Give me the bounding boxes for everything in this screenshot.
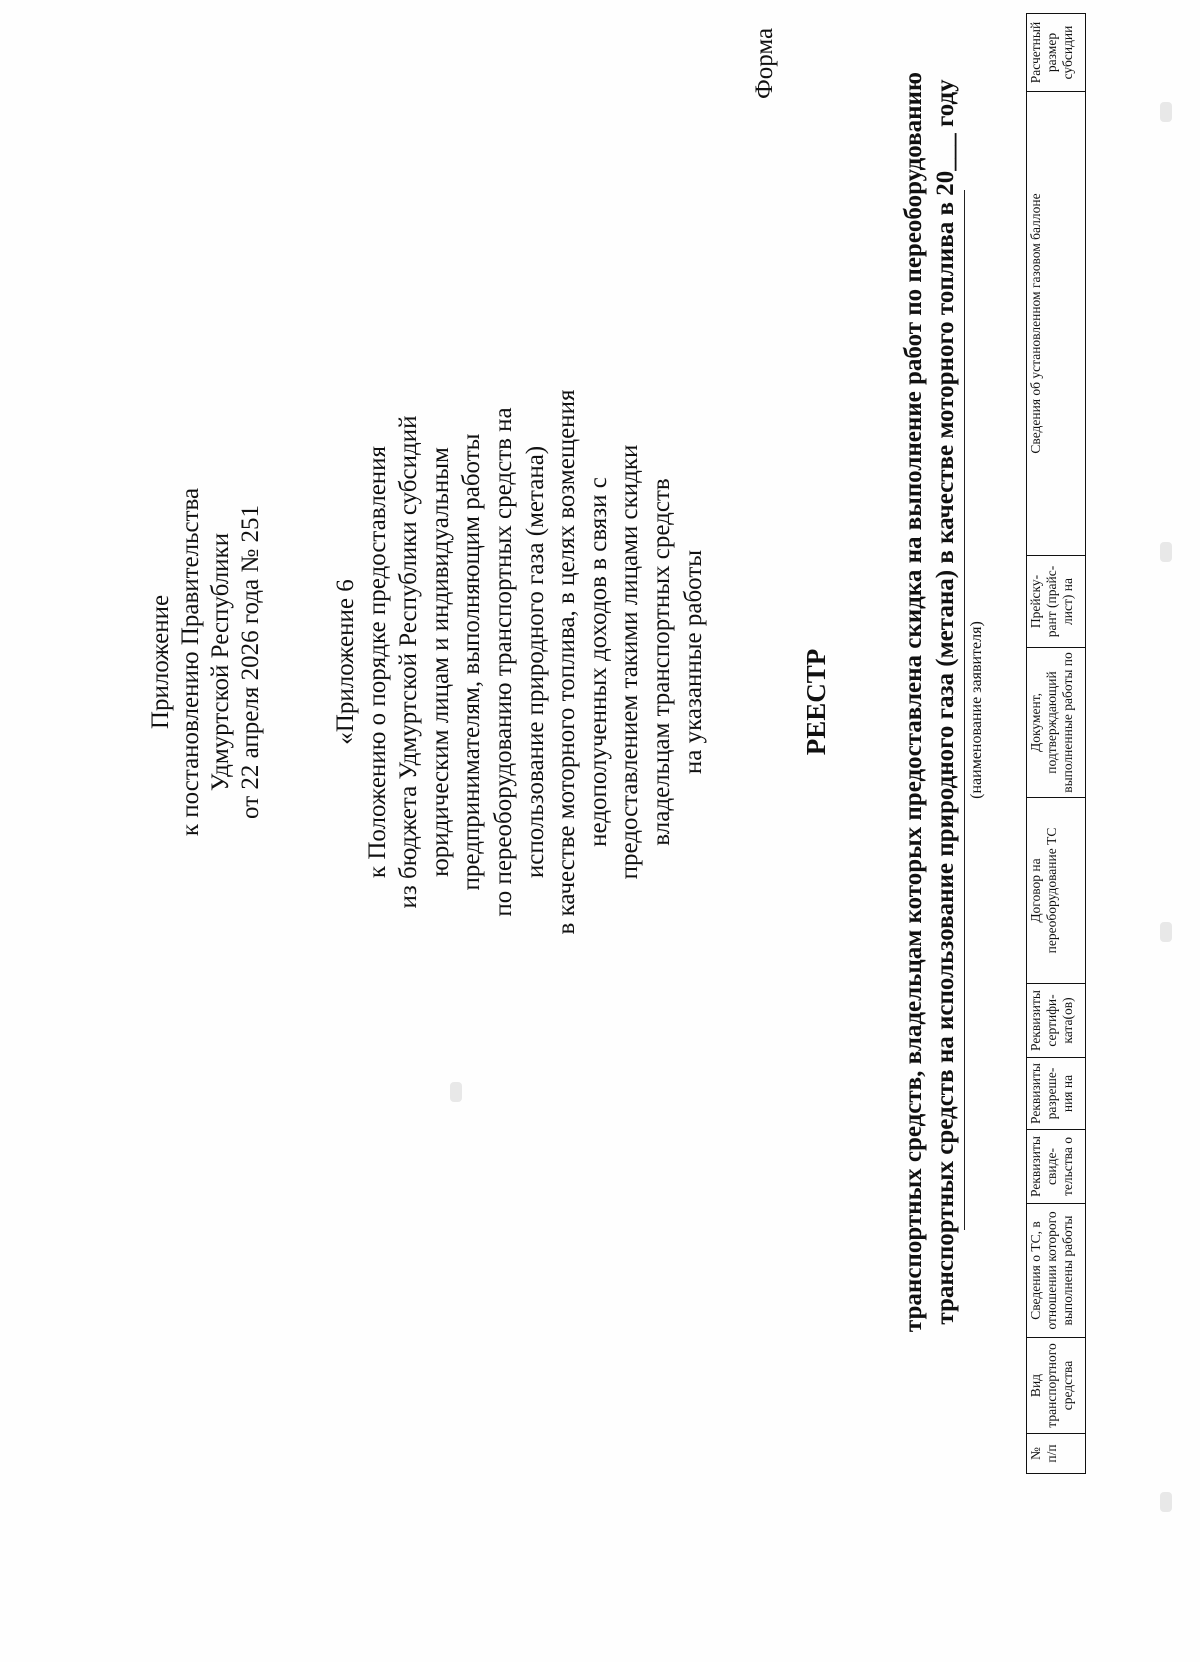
column-header-vehicle-info: Сведения о ТС, в отношении которого выполнены работы [1027,1204,1086,1338]
appendix-line: от 22 апреля 2026 года № 251 [237,505,264,819]
scan-speck [450,1082,462,1102]
register-title-line: транспортных средств на использование природного газа (метана) в качестве моторного топлива в 20___ году [932,79,959,1325]
register-table [1026,13,1086,1474]
column-header-conversion-contract: Договор на переоборудование ТС [1027,798,1086,984]
column-header-work-document: Документ, подтверждающий выполненные работы по [1027,648,1086,798]
appendix-line: Приложение [147,594,174,730]
scan-speck [1160,542,1172,562]
sub-appendix-line: предпринимателям, выполняющим работы [458,433,486,891]
register-heading: РЕЕСТР [801,648,831,756]
sub-appendix-line: в качестве моторного топлива, в целях возмещения [553,389,581,935]
column-header-price-list: Прейску- рант (прайс- лист) на [1027,556,1086,648]
scan-speck [1160,922,1172,942]
column-header-subsidy-amount: Расчетный размер субсидии [1027,14,1086,92]
table-header-row [1027,14,1086,1474]
form-label: Форма [751,27,778,99]
sub-appendix-line: «Приложение 6 [332,579,359,745]
register-title-line: транспортных средств, владельцам которых предоставлена скидка на выполнение работ по переоборудованию [900,71,927,1333]
scan-speck [1160,102,1172,122]
register-title [898,12,962,1392]
appendix-line: Удмуртской Республики [207,532,234,792]
sub-appendix-line: владельцам транспортных средств [647,478,675,846]
appendix-header [146,362,266,962]
scan-speck [1160,1492,1172,1512]
sub-appendix-line: юридическим лицам и индивидуальным [426,447,454,877]
column-header-vehicle-type: Вид транспортного средства [1027,1338,1086,1434]
column-header-certificate-details: Реквизиты свиде- тельства о [1027,1130,1086,1204]
sub-appendix-line: на указанные работы [679,549,707,775]
sub-appendix-line: предоставлением такими лицами скидки [616,444,644,880]
sub-appendix-header [330,142,709,1182]
sub-appendix-line: по переоборудованию транспортных средств на [489,407,517,917]
sub-appendix-line: недополученных доходов в связи с [584,477,612,847]
column-header-gas-cylinder: Сведения об установленном газовом баллоне [1027,92,1086,556]
sub-appendix-line: из бюджета Удмуртской Республики субсидий [395,415,423,909]
applicant-caption: (наименование заявителя) [968,621,985,799]
sub-appendix-line: использование природного газа (метана) [521,445,549,879]
column-header-number: № п/п [1027,1434,1086,1474]
column-header-cert-requisites: Реквизиты сертифи- ката(ов) [1027,984,1086,1058]
sub-appendix-line: к Положению о порядке предоставления [363,445,391,879]
column-header-permit-details: Реквизиты разреше- ния на [1027,1058,1086,1130]
applicant-name-line [964,190,965,1230]
appendix-line: к постановлению Правительства [177,487,204,837]
